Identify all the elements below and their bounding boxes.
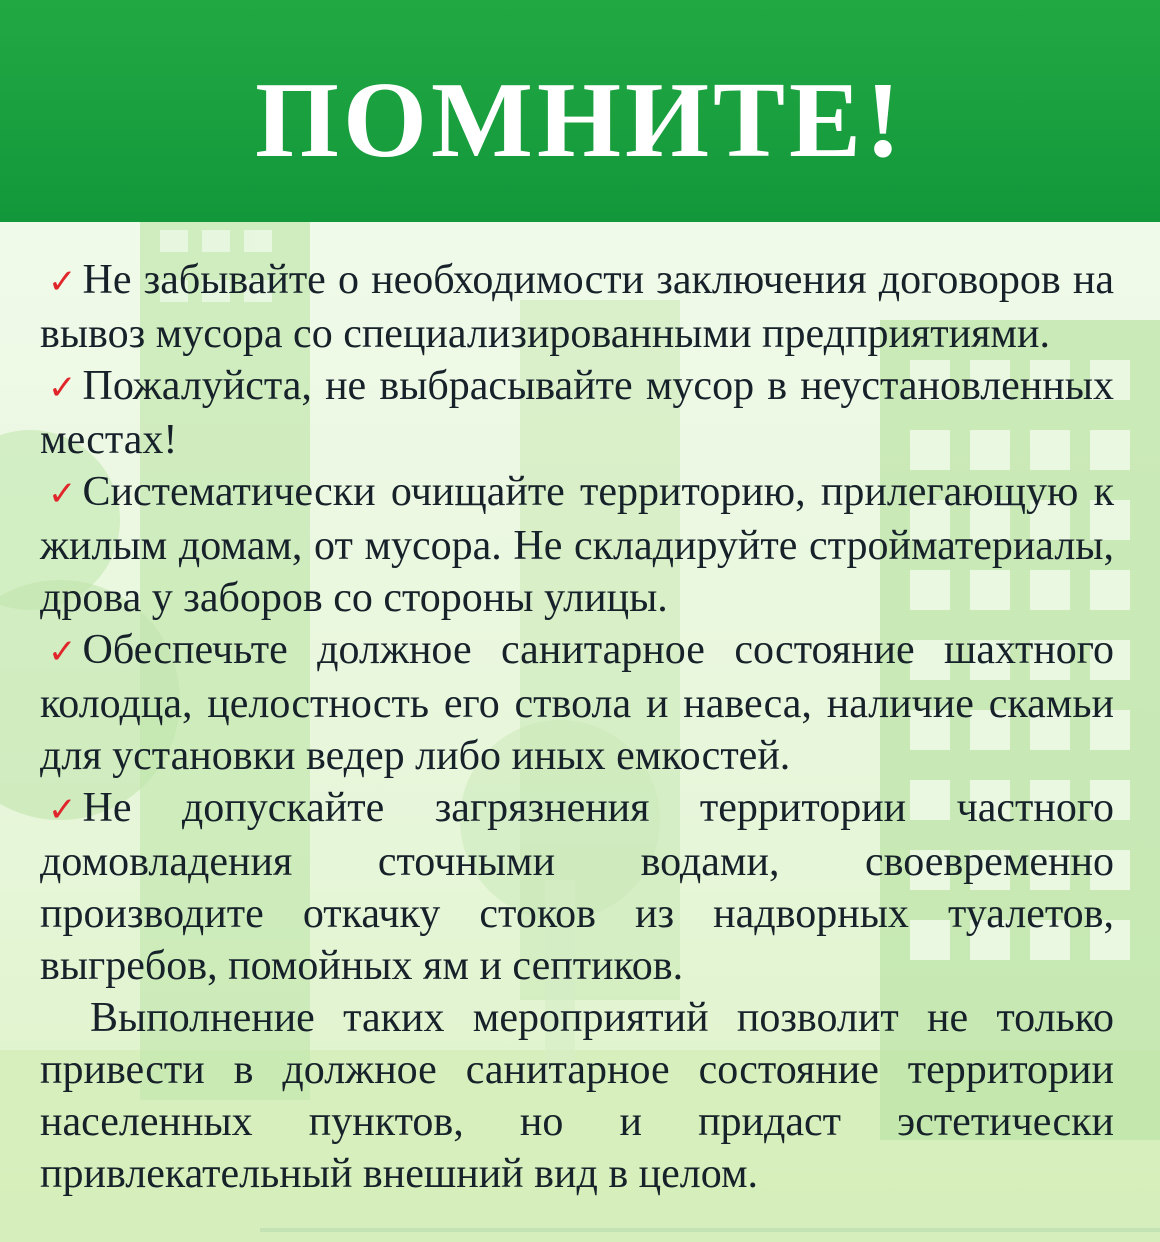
- list-item-text: Обеспечьте должное санитарное состояние шахтного колодца, целостность его ствола и навеса, наличие скамьи для установки ведер либо иных емкостей.: [40, 627, 1114, 779]
- checkmark-icon: ✓: [48, 790, 77, 830]
- list-item: [40, 360, 1114, 466]
- content-body: [40, 254, 1114, 1200]
- list-item-text: Пожалуйста, не выбрасывайте мусор в неустановленных местах!: [40, 363, 1114, 463]
- list-item-text: Систематически очищайте территорию, прилегающую к жилым домам, от мусора. Не складируйте стройматериалы, дрова у заборов со стороны улицы.: [40, 469, 1114, 621]
- checkmark-icon: ✓: [48, 474, 77, 514]
- list-item: [40, 466, 1114, 624]
- list-item: [40, 624, 1114, 782]
- checkmark-icon: ✓: [48, 262, 77, 302]
- header-banner: [0, 0, 1160, 222]
- list-item-text: Не забывайте о необходимости заключения договоров на вывоз мусора со специализированными предприятиями.: [40, 257, 1114, 357]
- list-item: [40, 254, 1114, 360]
- checkmark-icon: ✓: [48, 368, 77, 408]
- list-item: [40, 782, 1114, 992]
- list-item-text: Не допускайте загрязнения территории частного домовладения сточными водами, своевременно производите откачку стоков из надворных туалетов, выгребов, помойных ям и септиков.: [40, 785, 1114, 989]
- page-title: ПОМНИТЕ!: [255, 61, 905, 180]
- conclusion-paragraph: Выполнение таких мероприятий позволит не только привести в должное санитарное состояние территории населенных пунктов, но и придаст эстетически привлекательный внешний вид в целом.: [40, 995, 1114, 1197]
- checkmark-icon: ✓: [48, 632, 77, 672]
